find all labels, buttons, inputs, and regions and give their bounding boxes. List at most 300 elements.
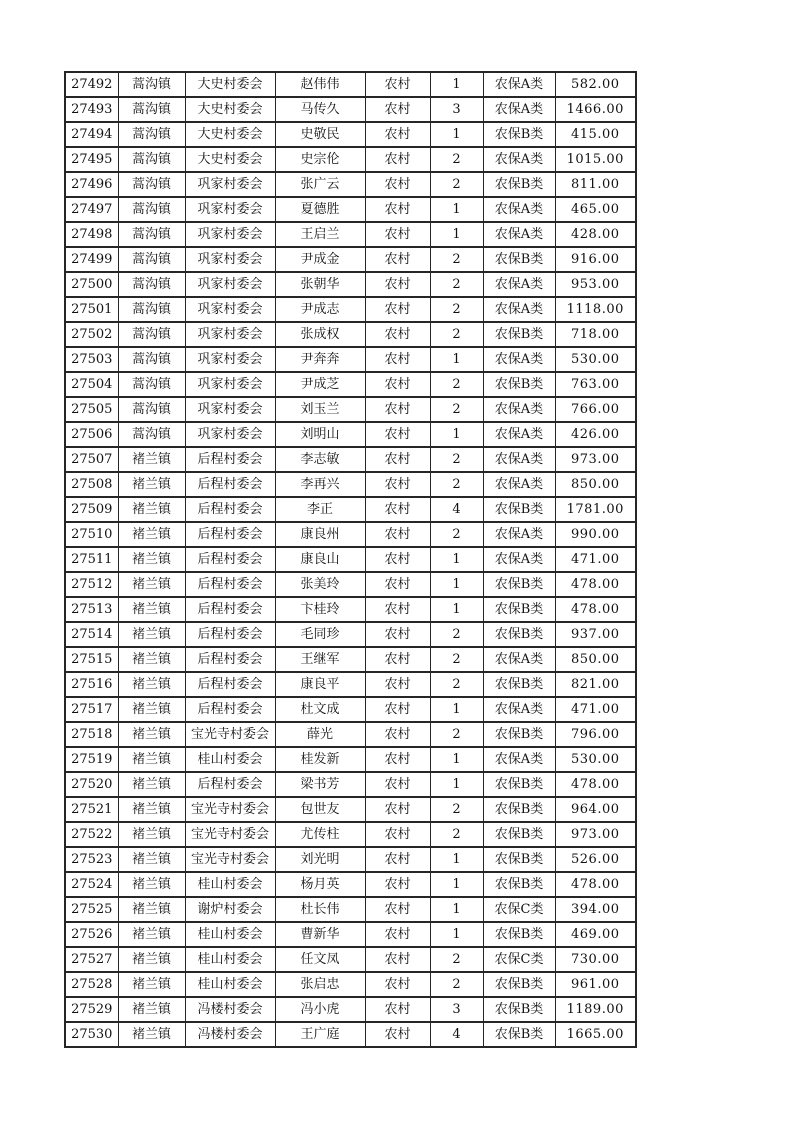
table-row bbox=[65, 472, 636, 497]
cell-record-id: 27510 bbox=[65, 522, 118, 547]
cell-person-name: 任文凤 bbox=[275, 947, 365, 972]
cell-amount: 478.00 bbox=[555, 597, 636, 622]
table-row bbox=[65, 822, 636, 847]
cell-village-committee: 宝光寺村委会 bbox=[185, 797, 275, 822]
table-row bbox=[65, 847, 636, 872]
cell-insurance-type: 农保A类 bbox=[483, 297, 555, 322]
cell-category: 农村 bbox=[365, 947, 430, 972]
cell-insurance-type: 农保B类 bbox=[483, 997, 555, 1022]
cell-amount: 478.00 bbox=[555, 872, 636, 897]
cell-record-id: 27529 bbox=[65, 997, 118, 1022]
cell-insurance-type: 农保B类 bbox=[483, 797, 555, 822]
cell-person-name: 尹奔奔 bbox=[275, 347, 365, 372]
cell-amount: 530.00 bbox=[555, 347, 636, 372]
cell-person-name: 赵伟伟 bbox=[275, 72, 365, 97]
cell-amount: 1015.00 bbox=[555, 147, 636, 172]
cell-insurance-type: 农保A类 bbox=[483, 347, 555, 372]
table-row bbox=[65, 572, 636, 597]
cell-amount: 1665.00 bbox=[555, 1022, 636, 1047]
cell-person-name: 刘光明 bbox=[275, 847, 365, 872]
cell-person-name: 卞桂玲 bbox=[275, 597, 365, 622]
cell-town: 褚兰镇 bbox=[118, 797, 185, 822]
cell-count: 4 bbox=[430, 1022, 483, 1047]
cell-village-committee: 后程村委会 bbox=[185, 522, 275, 547]
cell-person-name: 梁书芳 bbox=[275, 772, 365, 797]
cell-person-name: 刘明山 bbox=[275, 422, 365, 447]
cell-town: 蒿沟镇 bbox=[118, 272, 185, 297]
table-row bbox=[65, 497, 636, 522]
cell-category: 农村 bbox=[365, 1022, 430, 1047]
cell-insurance-type: 农保B类 bbox=[483, 497, 555, 522]
cell-person-name: 曹新华 bbox=[275, 922, 365, 947]
cell-record-id: 27500 bbox=[65, 272, 118, 297]
cell-town: 蒿沟镇 bbox=[118, 347, 185, 372]
cell-category: 农村 bbox=[365, 347, 430, 372]
cell-person-name: 康良州 bbox=[275, 522, 365, 547]
cell-insurance-type: 农保C类 bbox=[483, 947, 555, 972]
table-row bbox=[65, 872, 636, 897]
table-row bbox=[65, 72, 636, 97]
cell-count: 2 bbox=[430, 522, 483, 547]
cell-count: 2 bbox=[430, 822, 483, 847]
cell-person-name: 张广云 bbox=[275, 172, 365, 197]
cell-category: 农村 bbox=[365, 722, 430, 747]
cell-village-committee: 冯楼村委会 bbox=[185, 997, 275, 1022]
cell-insurance-type: 农保B类 bbox=[483, 247, 555, 272]
cell-record-id: 27521 bbox=[65, 797, 118, 822]
cell-town: 蒿沟镇 bbox=[118, 97, 185, 122]
cell-insurance-type: 农保A类 bbox=[483, 472, 555, 497]
cell-category: 农村 bbox=[365, 597, 430, 622]
cell-record-id: 27492 bbox=[65, 72, 118, 97]
insurance-records-table bbox=[64, 71, 637, 1048]
cell-record-id: 27513 bbox=[65, 597, 118, 622]
cell-village-committee: 巩家村委会 bbox=[185, 422, 275, 447]
table-row bbox=[65, 972, 636, 997]
cell-category: 农村 bbox=[365, 147, 430, 172]
cell-insurance-type: 农保B类 bbox=[483, 572, 555, 597]
cell-person-name: 桂发新 bbox=[275, 747, 365, 772]
table-row bbox=[65, 1022, 636, 1047]
cell-amount: 1781.00 bbox=[555, 497, 636, 522]
cell-village-committee: 巩家村委会 bbox=[185, 347, 275, 372]
cell-town: 蒿沟镇 bbox=[118, 422, 185, 447]
cell-count: 1 bbox=[430, 347, 483, 372]
cell-count: 2 bbox=[430, 397, 483, 422]
cell-person-name: 史敬民 bbox=[275, 122, 365, 147]
cell-record-id: 27522 bbox=[65, 822, 118, 847]
table-row bbox=[65, 597, 636, 622]
cell-village-committee: 大史村委会 bbox=[185, 72, 275, 97]
cell-village-committee: 巩家村委会 bbox=[185, 247, 275, 272]
cell-count: 2 bbox=[430, 147, 483, 172]
cell-insurance-type: 农保B类 bbox=[483, 872, 555, 897]
cell-record-id: 27511 bbox=[65, 547, 118, 572]
cell-amount: 582.00 bbox=[555, 72, 636, 97]
cell-person-name: 包世友 bbox=[275, 797, 365, 822]
table-row bbox=[65, 297, 636, 322]
cell-town: 褚兰镇 bbox=[118, 897, 185, 922]
table-row bbox=[65, 247, 636, 272]
cell-village-committee: 桂山村委会 bbox=[185, 947, 275, 972]
cell-category: 农村 bbox=[365, 422, 430, 447]
cell-insurance-type: 农保A类 bbox=[483, 147, 555, 172]
cell-village-committee: 巩家村委会 bbox=[185, 272, 275, 297]
cell-village-committee: 巩家村委会 bbox=[185, 222, 275, 247]
cell-town: 蒿沟镇 bbox=[118, 372, 185, 397]
cell-town: 褚兰镇 bbox=[118, 1022, 185, 1047]
cell-person-name: 杜长伟 bbox=[275, 897, 365, 922]
cell-category: 农村 bbox=[365, 222, 430, 247]
cell-category: 农村 bbox=[365, 197, 430, 222]
cell-insurance-type: 农保B类 bbox=[483, 322, 555, 347]
cell-town: 褚兰镇 bbox=[118, 472, 185, 497]
cell-insurance-type: 农保C类 bbox=[483, 897, 555, 922]
cell-category: 农村 bbox=[365, 697, 430, 722]
cell-person-name: 马传久 bbox=[275, 97, 365, 122]
cell-insurance-type: 农保A类 bbox=[483, 747, 555, 772]
cell-record-id: 27528 bbox=[65, 972, 118, 997]
table-row bbox=[65, 797, 636, 822]
cell-insurance-type: 农保A类 bbox=[483, 397, 555, 422]
cell-record-id: 27505 bbox=[65, 397, 118, 422]
cell-amount: 526.00 bbox=[555, 847, 636, 872]
cell-person-name: 夏德胜 bbox=[275, 197, 365, 222]
cell-insurance-type: 农保B类 bbox=[483, 172, 555, 197]
table-row bbox=[65, 697, 636, 722]
cell-town: 褚兰镇 bbox=[118, 672, 185, 697]
cell-count: 2 bbox=[430, 647, 483, 672]
cell-town: 蒿沟镇 bbox=[118, 72, 185, 97]
cell-amount: 1118.00 bbox=[555, 297, 636, 322]
cell-count: 1 bbox=[430, 597, 483, 622]
table-row bbox=[65, 772, 636, 797]
table-row bbox=[65, 372, 636, 397]
cell-record-id: 27499 bbox=[65, 247, 118, 272]
cell-insurance-type: 农保A类 bbox=[483, 647, 555, 672]
cell-category: 农村 bbox=[365, 572, 430, 597]
cell-record-id: 27501 bbox=[65, 297, 118, 322]
cell-category: 农村 bbox=[365, 897, 430, 922]
cell-person-name: 张成权 bbox=[275, 322, 365, 347]
cell-village-committee: 巩家村委会 bbox=[185, 197, 275, 222]
table-row bbox=[65, 422, 636, 447]
table-row bbox=[65, 147, 636, 172]
cell-person-name: 康良山 bbox=[275, 547, 365, 572]
cell-village-committee: 后程村委会 bbox=[185, 622, 275, 647]
cell-town: 褚兰镇 bbox=[118, 847, 185, 872]
cell-record-id: 27512 bbox=[65, 572, 118, 597]
cell-record-id: 27520 bbox=[65, 772, 118, 797]
cell-category: 农村 bbox=[365, 272, 430, 297]
cell-category: 农村 bbox=[365, 297, 430, 322]
cell-village-committee: 冯楼村委会 bbox=[185, 1022, 275, 1047]
table-row bbox=[65, 622, 636, 647]
cell-person-name: 毛同珍 bbox=[275, 622, 365, 647]
cell-amount: 821.00 bbox=[555, 672, 636, 697]
cell-amount: 471.00 bbox=[555, 547, 636, 572]
table-row bbox=[65, 722, 636, 747]
cell-category: 农村 bbox=[365, 522, 430, 547]
cell-person-name: 尹成志 bbox=[275, 297, 365, 322]
cell-village-committee: 后程村委会 bbox=[185, 547, 275, 572]
cell-village-committee: 巩家村委会 bbox=[185, 172, 275, 197]
cell-town: 褚兰镇 bbox=[118, 972, 185, 997]
cell-town: 褚兰镇 bbox=[118, 922, 185, 947]
cell-count: 2 bbox=[430, 722, 483, 747]
cell-village-committee: 后程村委会 bbox=[185, 672, 275, 697]
cell-person-name: 杨月英 bbox=[275, 872, 365, 897]
cell-insurance-type: 农保B类 bbox=[483, 822, 555, 847]
cell-person-name: 冯小虎 bbox=[275, 997, 365, 1022]
cell-amount: 478.00 bbox=[555, 572, 636, 597]
cell-person-name: 李再兴 bbox=[275, 472, 365, 497]
cell-amount: 937.00 bbox=[555, 622, 636, 647]
cell-town: 褚兰镇 bbox=[118, 597, 185, 622]
cell-category: 农村 bbox=[365, 497, 430, 522]
cell-count: 1 bbox=[430, 197, 483, 222]
cell-record-id: 27504 bbox=[65, 372, 118, 397]
cell-count: 1 bbox=[430, 572, 483, 597]
cell-insurance-type: 农保B类 bbox=[483, 372, 555, 397]
cell-record-id: 27514 bbox=[65, 622, 118, 647]
cell-category: 农村 bbox=[365, 822, 430, 847]
cell-count: 2 bbox=[430, 447, 483, 472]
cell-category: 农村 bbox=[365, 872, 430, 897]
cell-amount: 469.00 bbox=[555, 922, 636, 947]
cell-town: 褚兰镇 bbox=[118, 647, 185, 672]
cell-insurance-type: 农保A类 bbox=[483, 72, 555, 97]
cell-town: 褚兰镇 bbox=[118, 697, 185, 722]
cell-amount: 465.00 bbox=[555, 197, 636, 222]
cell-count: 2 bbox=[430, 622, 483, 647]
cell-village-committee: 后程村委会 bbox=[185, 697, 275, 722]
cell-person-name: 尹成金 bbox=[275, 247, 365, 272]
cell-count: 2 bbox=[430, 672, 483, 697]
cell-count: 1 bbox=[430, 222, 483, 247]
cell-village-committee: 桂山村委会 bbox=[185, 872, 275, 897]
cell-village-committee: 后程村委会 bbox=[185, 772, 275, 797]
cell-amount: 530.00 bbox=[555, 747, 636, 772]
cell-village-committee: 后程村委会 bbox=[185, 447, 275, 472]
cell-record-id: 27509 bbox=[65, 497, 118, 522]
cell-town: 褚兰镇 bbox=[118, 772, 185, 797]
cell-town: 蒿沟镇 bbox=[118, 222, 185, 247]
cell-record-id: 27519 bbox=[65, 747, 118, 772]
cell-amount: 1466.00 bbox=[555, 97, 636, 122]
cell-village-committee: 宝光寺村委会 bbox=[185, 722, 275, 747]
table-row bbox=[65, 547, 636, 572]
cell-category: 农村 bbox=[365, 647, 430, 672]
cell-insurance-type: 农保A类 bbox=[483, 197, 555, 222]
cell-category: 农村 bbox=[365, 772, 430, 797]
cell-count: 1 bbox=[430, 72, 483, 97]
cell-village-committee: 桂山村委会 bbox=[185, 972, 275, 997]
cell-town: 蒿沟镇 bbox=[118, 397, 185, 422]
cell-insurance-type: 农保A类 bbox=[483, 447, 555, 472]
cell-category: 农村 bbox=[365, 172, 430, 197]
cell-category: 农村 bbox=[365, 997, 430, 1022]
cell-count: 1 bbox=[430, 847, 483, 872]
cell-category: 农村 bbox=[365, 322, 430, 347]
cell-amount: 850.00 bbox=[555, 472, 636, 497]
cell-person-name: 王广庭 bbox=[275, 1022, 365, 1047]
cell-village-committee: 谢炉村委会 bbox=[185, 897, 275, 922]
table-row bbox=[65, 347, 636, 372]
cell-count: 2 bbox=[430, 247, 483, 272]
cell-record-id: 27515 bbox=[65, 647, 118, 672]
cell-insurance-type: 农保B类 bbox=[483, 722, 555, 747]
cell-category: 农村 bbox=[365, 397, 430, 422]
table-row bbox=[65, 322, 636, 347]
table-row bbox=[65, 897, 636, 922]
cell-amount: 478.00 bbox=[555, 772, 636, 797]
cell-amount: 766.00 bbox=[555, 397, 636, 422]
cell-amount: 973.00 bbox=[555, 822, 636, 847]
table-row bbox=[65, 197, 636, 222]
cell-village-committee: 桂山村委会 bbox=[185, 747, 275, 772]
cell-town: 褚兰镇 bbox=[118, 997, 185, 1022]
table-row bbox=[65, 647, 636, 672]
cell-amount: 1189.00 bbox=[555, 997, 636, 1022]
cell-amount: 394.00 bbox=[555, 897, 636, 922]
cell-count: 2 bbox=[430, 322, 483, 347]
cell-category: 农村 bbox=[365, 447, 430, 472]
cell-person-name: 张启忠 bbox=[275, 972, 365, 997]
cell-insurance-type: 农保A类 bbox=[483, 697, 555, 722]
cell-insurance-type: 农保A类 bbox=[483, 522, 555, 547]
cell-person-name: 张朝华 bbox=[275, 272, 365, 297]
cell-count: 1 bbox=[430, 697, 483, 722]
cell-count: 1 bbox=[430, 422, 483, 447]
cell-category: 农村 bbox=[365, 972, 430, 997]
cell-count: 1 bbox=[430, 122, 483, 147]
cell-village-committee: 巩家村委会 bbox=[185, 397, 275, 422]
cell-record-id: 27495 bbox=[65, 147, 118, 172]
cell-person-name: 杜文成 bbox=[275, 697, 365, 722]
cell-village-committee: 后程村委会 bbox=[185, 497, 275, 522]
cell-town: 蒿沟镇 bbox=[118, 147, 185, 172]
cell-count: 1 bbox=[430, 547, 483, 572]
cell-category: 农村 bbox=[365, 72, 430, 97]
table-row bbox=[65, 947, 636, 972]
cell-amount: 916.00 bbox=[555, 247, 636, 272]
cell-count: 1 bbox=[430, 897, 483, 922]
cell-village-committee: 巩家村委会 bbox=[185, 372, 275, 397]
cell-town: 褚兰镇 bbox=[118, 822, 185, 847]
cell-category: 农村 bbox=[365, 797, 430, 822]
cell-town: 褚兰镇 bbox=[118, 572, 185, 597]
cell-village-committee: 宝光寺村委会 bbox=[185, 847, 275, 872]
table-row bbox=[65, 397, 636, 422]
cell-amount: 961.00 bbox=[555, 972, 636, 997]
cell-category: 农村 bbox=[365, 97, 430, 122]
cell-amount: 428.00 bbox=[555, 222, 636, 247]
cell-insurance-type: 农保B类 bbox=[483, 672, 555, 697]
cell-town: 褚兰镇 bbox=[118, 747, 185, 772]
table-row bbox=[65, 272, 636, 297]
table-row bbox=[65, 97, 636, 122]
cell-count: 2 bbox=[430, 297, 483, 322]
cell-village-committee: 后程村委会 bbox=[185, 472, 275, 497]
cell-record-id: 27493 bbox=[65, 97, 118, 122]
table-row bbox=[65, 997, 636, 1022]
cell-person-name: 张美玲 bbox=[275, 572, 365, 597]
cell-town: 褚兰镇 bbox=[118, 497, 185, 522]
cell-town: 蒿沟镇 bbox=[118, 122, 185, 147]
cell-record-id: 27523 bbox=[65, 847, 118, 872]
cell-record-id: 27524 bbox=[65, 872, 118, 897]
cell-village-committee: 巩家村委会 bbox=[185, 297, 275, 322]
cell-record-id: 27525 bbox=[65, 897, 118, 922]
cell-town: 褚兰镇 bbox=[118, 872, 185, 897]
cell-record-id: 27518 bbox=[65, 722, 118, 747]
cell-record-id: 27508 bbox=[65, 472, 118, 497]
cell-category: 农村 bbox=[365, 472, 430, 497]
cell-person-name: 李正 bbox=[275, 497, 365, 522]
cell-record-id: 27503 bbox=[65, 347, 118, 372]
table-row bbox=[65, 222, 636, 247]
cell-person-name: 刘玉兰 bbox=[275, 397, 365, 422]
cell-town: 蒿沟镇 bbox=[118, 322, 185, 347]
cell-amount: 953.00 bbox=[555, 272, 636, 297]
table-row bbox=[65, 122, 636, 147]
cell-insurance-type: 农保B类 bbox=[483, 772, 555, 797]
cell-record-id: 27502 bbox=[65, 322, 118, 347]
cell-amount: 415.00 bbox=[555, 122, 636, 147]
table-row bbox=[65, 447, 636, 472]
cell-town: 褚兰镇 bbox=[118, 547, 185, 572]
cell-town: 蒿沟镇 bbox=[118, 297, 185, 322]
cell-amount: 850.00 bbox=[555, 647, 636, 672]
cell-record-id: 27526 bbox=[65, 922, 118, 947]
cell-count: 1 bbox=[430, 922, 483, 947]
cell-amount: 973.00 bbox=[555, 447, 636, 472]
cell-count: 1 bbox=[430, 747, 483, 772]
cell-record-id: 27507 bbox=[65, 447, 118, 472]
cell-person-name: 王继军 bbox=[275, 647, 365, 672]
cell-insurance-type: 农保B类 bbox=[483, 922, 555, 947]
cell-town: 褚兰镇 bbox=[118, 447, 185, 472]
cell-insurance-type: 农保B类 bbox=[483, 597, 555, 622]
cell-category: 农村 bbox=[365, 672, 430, 697]
cell-insurance-type: 农保A类 bbox=[483, 97, 555, 122]
cell-category: 农村 bbox=[365, 747, 430, 772]
cell-count: 2 bbox=[430, 797, 483, 822]
table-body bbox=[65, 72, 636, 1047]
cell-insurance-type: 农保B类 bbox=[483, 622, 555, 647]
table-row bbox=[65, 522, 636, 547]
cell-town: 褚兰镇 bbox=[118, 722, 185, 747]
cell-village-committee: 桂山村委会 bbox=[185, 922, 275, 947]
cell-village-committee: 大史村委会 bbox=[185, 147, 275, 172]
cell-record-id: 27494 bbox=[65, 122, 118, 147]
cell-village-committee: 宝光寺村委会 bbox=[185, 822, 275, 847]
cell-town: 褚兰镇 bbox=[118, 947, 185, 972]
cell-town: 褚兰镇 bbox=[118, 522, 185, 547]
table-row bbox=[65, 747, 636, 772]
cell-town: 蒿沟镇 bbox=[118, 247, 185, 272]
cell-amount: 471.00 bbox=[555, 697, 636, 722]
cell-insurance-type: 农保B类 bbox=[483, 1022, 555, 1047]
cell-person-name: 康良平 bbox=[275, 672, 365, 697]
cell-village-committee: 大史村委会 bbox=[185, 122, 275, 147]
cell-record-id: 27517 bbox=[65, 697, 118, 722]
cell-count: 2 bbox=[430, 172, 483, 197]
cell-town: 褚兰镇 bbox=[118, 622, 185, 647]
cell-count: 3 bbox=[430, 997, 483, 1022]
cell-amount: 426.00 bbox=[555, 422, 636, 447]
